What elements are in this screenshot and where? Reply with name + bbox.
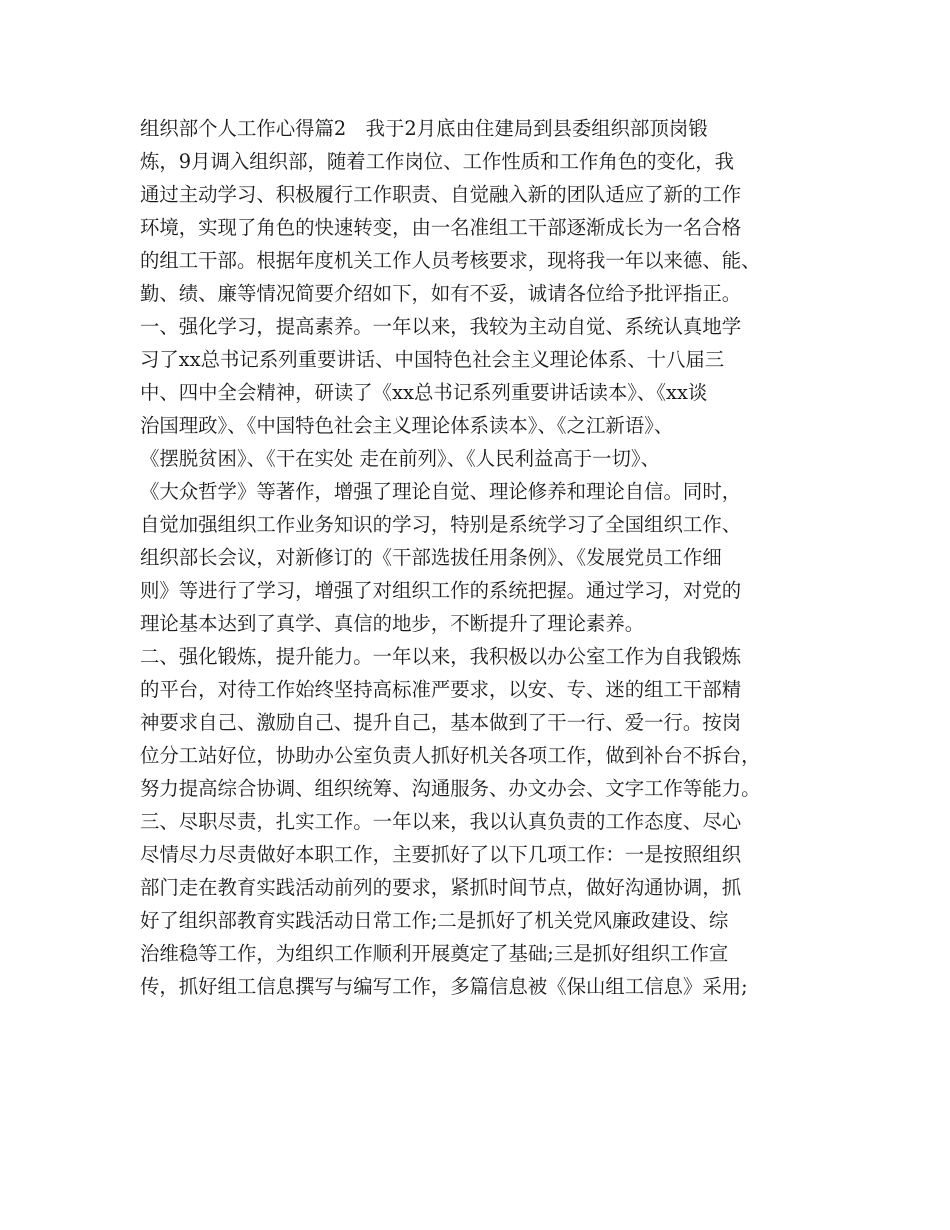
text-line: 好了组织部教育实践活动日常工作;二是抓好了机关党风廉政建设、综 (140, 909, 729, 932)
text-line: 治国理政》、《中国特色社会主义理论体系读本》、《之江新语》、 (140, 414, 674, 437)
text-line: 通过主动学习、积极履行工作职责、自觉融入新的团队适应了新的工作 (140, 183, 742, 206)
text-line: 《大众哲学》等著作，增强了理论自觉、理论修养和理论自信。同时， (140, 480, 742, 503)
text-line: 《摆脱贫困》、《干在实处 走在前列》、《人民利益高于一切》、 (140, 447, 660, 470)
text-line: 一、强化学习，提高素养。一年以来，我较为主动自觉、系统认真地学 (140, 315, 742, 338)
text-line: 中、四中全会精神，研读了《xx总书记系列重要讲话读本》、《xx谈 (140, 381, 708, 404)
text-line: 治维稳等工作，为组织工作顺利开展奠定了基础;三是抓好组织工作宣 (140, 942, 729, 965)
text-line: 尽情尽力尽责做好本职工作，主要抓好了以下几项工作：一是按照组织 (140, 843, 742, 866)
text-line: 组织部个人工作心得篇2 我于2月底由住建局到县委组织部顶岗锻 (140, 117, 708, 140)
text-line: 环境，实现了角色的快速转变，由一名准组工干部逐渐成长为一名合格 (140, 216, 742, 239)
text-line: 传，抓好组工信息撰写与编写工作，多篇信息被《保山组工信息》采用; (140, 975, 748, 998)
text-line: 三、尽职尽责，扎实工作。一年以来，我以认真负责的工作态度、尽心 (140, 810, 742, 833)
text-line: 理论基本达到了真学、真信的地步，不断提升了理论素养。 (140, 612, 645, 635)
text-line: 努力提高综合协调、组织统筹、沟通服务、办文办会、文字工作等能力。 (140, 777, 761, 800)
text-line: 炼，9月调入组织部，随着工作岗位、工作性质和工作角色的变化，我 (140, 150, 735, 173)
document-body (140, 112, 830, 1003)
text-line: 组织部长会议，对新修订的《干部选拔任用条例》、《发展党员工作细 (140, 546, 722, 569)
text-line: 自觉加强组织工作业务知识的学习，特别是系统学习了全国组织工作、 (140, 513, 742, 536)
text-line: 位分工站好位，协助办公室负责人抓好机关各项工作，做到补台不拆台， (140, 744, 761, 767)
text-line: 则》等进行了学习，增强了对组织工作的系统把握。通过学习，对党的 (140, 579, 742, 602)
text-line: 神要求自己、激励自己、提升自己，基本做到了干一行、爱一行。按岗 (140, 711, 742, 734)
text-line: 勤、绩、廉等情况简要介绍如下，如有不妥，诚请各位给予批评指正。 (140, 282, 742, 305)
text-line: 的组工干部。根据年度机关工作人员考核要求，现将我一年以来德、能、 (140, 249, 761, 272)
text-line: 二、强化锻炼，提升能力。一年以来，我积极以办公室工作为自我锻炼 (140, 645, 742, 668)
text-line: 部门走在教育实践活动前列的要求，紧抓时间节点，做好沟通协调，抓 (140, 876, 742, 899)
text-line: 的平台，对待工作始终坚持高标准严要求，以安、专、迷的组工干部精 (140, 678, 742, 701)
text-line: 习了xx总书记系列重要讲话、中国特色社会主义理论体系、十八届三 (140, 348, 725, 371)
